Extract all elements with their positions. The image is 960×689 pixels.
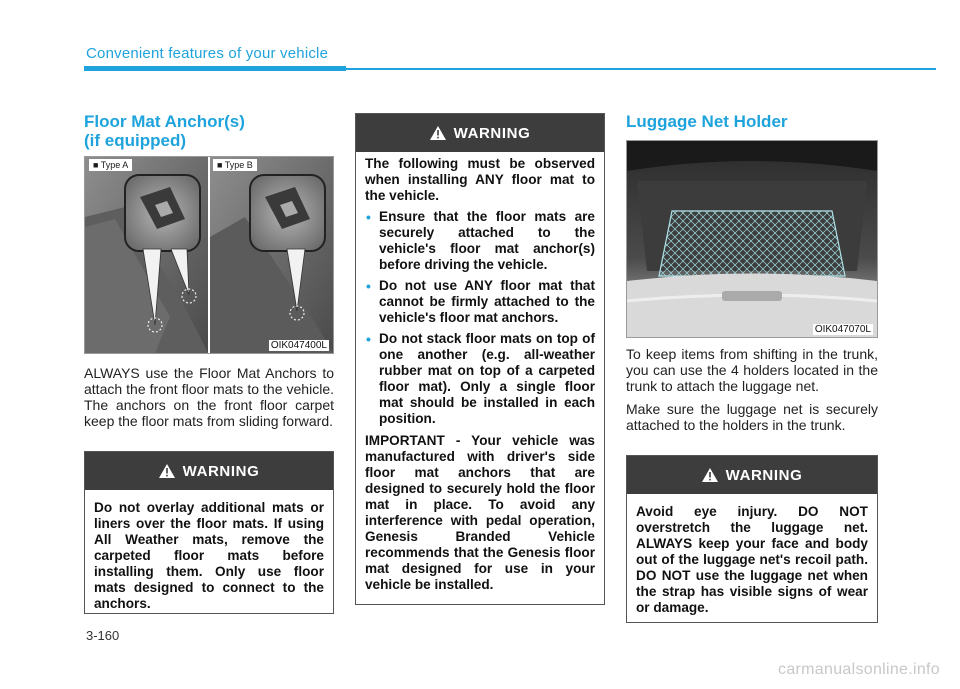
luggage-net-text-2: Make sure the luggage net is securely attached to the holders in the trunk. — [626, 401, 878, 433]
warning-heading: WARNING — [182, 462, 260, 480]
warning-text: Do not overlay additional mats or liners over the floor mats. If using All Weather mats, remove the carpeted floor mats before installing them. Only use floor mats designed to connect to the anchors. — [94, 500, 324, 611]
floor-mat-install-warning-box — [355, 113, 605, 605]
luggage-net-text-1: To keep items from shifting in the trunk, you can use the 4 holders located in the trunk to attach the luggage net. — [626, 346, 878, 394]
section-header-title: Convenient features of your vehicle — [86, 45, 329, 62]
page-number: 3-160 — [86, 628, 120, 643]
figure-code: OIK047400L — [270, 340, 327, 351]
warning-header — [85, 452, 333, 490]
warning-body — [356, 152, 604, 606]
luggage-net-paragraphs — [626, 346, 878, 440]
warning-bullet: • Do not use ANY floor mat that cannot be firmly attached to the vehicle's floor mat anchors. — [366, 278, 595, 325]
bullet-icon: • — [366, 278, 371, 294]
floor-mat-anchor-title — [84, 112, 245, 150]
title-line-1: Floor Mat Anchor(s) — [84, 112, 245, 131]
watermark: carmanualsonline.info — [778, 661, 940, 678]
type-a-label: ■ Type A — [89, 159, 132, 171]
floor-mat-illustration — [85, 157, 333, 353]
luggage-net-holder-title: Luggage Net Holder — [626, 112, 788, 131]
floor-mat-anchor-figure — [84, 156, 334, 354]
floor-mat-text: ALWAYS use the Floor Mat Anchors to attach the front floor mats to the vehicle. The anchors on the front floor carpet keep the floor mats from sliding forward. — [84, 365, 334, 429]
warning-triangle-icon — [702, 468, 718, 482]
warning-body — [627, 494, 877, 629]
warning-header — [356, 114, 604, 152]
warning-triangle-icon — [430, 126, 446, 140]
luggage-net-warning-box — [626, 455, 878, 623]
warning-body — [85, 490, 333, 625]
warning-header — [627, 456, 877, 494]
bullet-icon: • — [366, 209, 371, 225]
warning-intro: The following must be observed when installing ANY floor mat to the vehicle. — [365, 156, 595, 203]
trunk-net-illustration — [627, 141, 877, 337]
warning-triangle-icon — [159, 464, 175, 478]
title-line-2: (if equipped) — [84, 131, 186, 150]
header-rule — [346, 68, 936, 70]
luggage-net-figure — [626, 140, 878, 338]
floor-mat-warning-box — [84, 451, 334, 614]
type-b-label: ■ Type B — [213, 159, 257, 171]
warning-bullet: • Ensure that the floor mats are securely attached to the vehicle's floor mat anchor(s) before driving the vehicle. — [366, 209, 595, 272]
warning-text: Avoid eye injury. DO NOT overstretch the luggage net. ALWAYS keep your face and body out of the luggage net's recoil path. DO NOT use the luggage net when the strap has visible signs of wear or damage. — [636, 504, 868, 615]
important-note: IMPORTANT - Your vehicle was manufactured with driver's side floor mat anchors that are designed to securely hold the floor mat in place. To avoid any interference with pedal operation, Genesis Branded Vehicle recommends that the Genesis floor mat designed for use in your vehicle be installed. — [365, 433, 595, 592]
floor-mat-paragraph — [84, 365, 334, 436]
warning-bullet-list — [365, 209, 595, 427]
warning-heading: WARNING — [453, 124, 531, 142]
warning-bullet: • Do not stack floor mats on top of one another (e.g. all-weather rubber mat on top of a carpeted floor mat). Only a single floor mat should be installed in each position. — [366, 331, 595, 426]
figure-code: OIK047070L — [814, 324, 871, 335]
warning-heading: WARNING — [725, 466, 803, 484]
header-accent-bar — [84, 66, 346, 71]
bullet-icon: • — [366, 331, 371, 347]
